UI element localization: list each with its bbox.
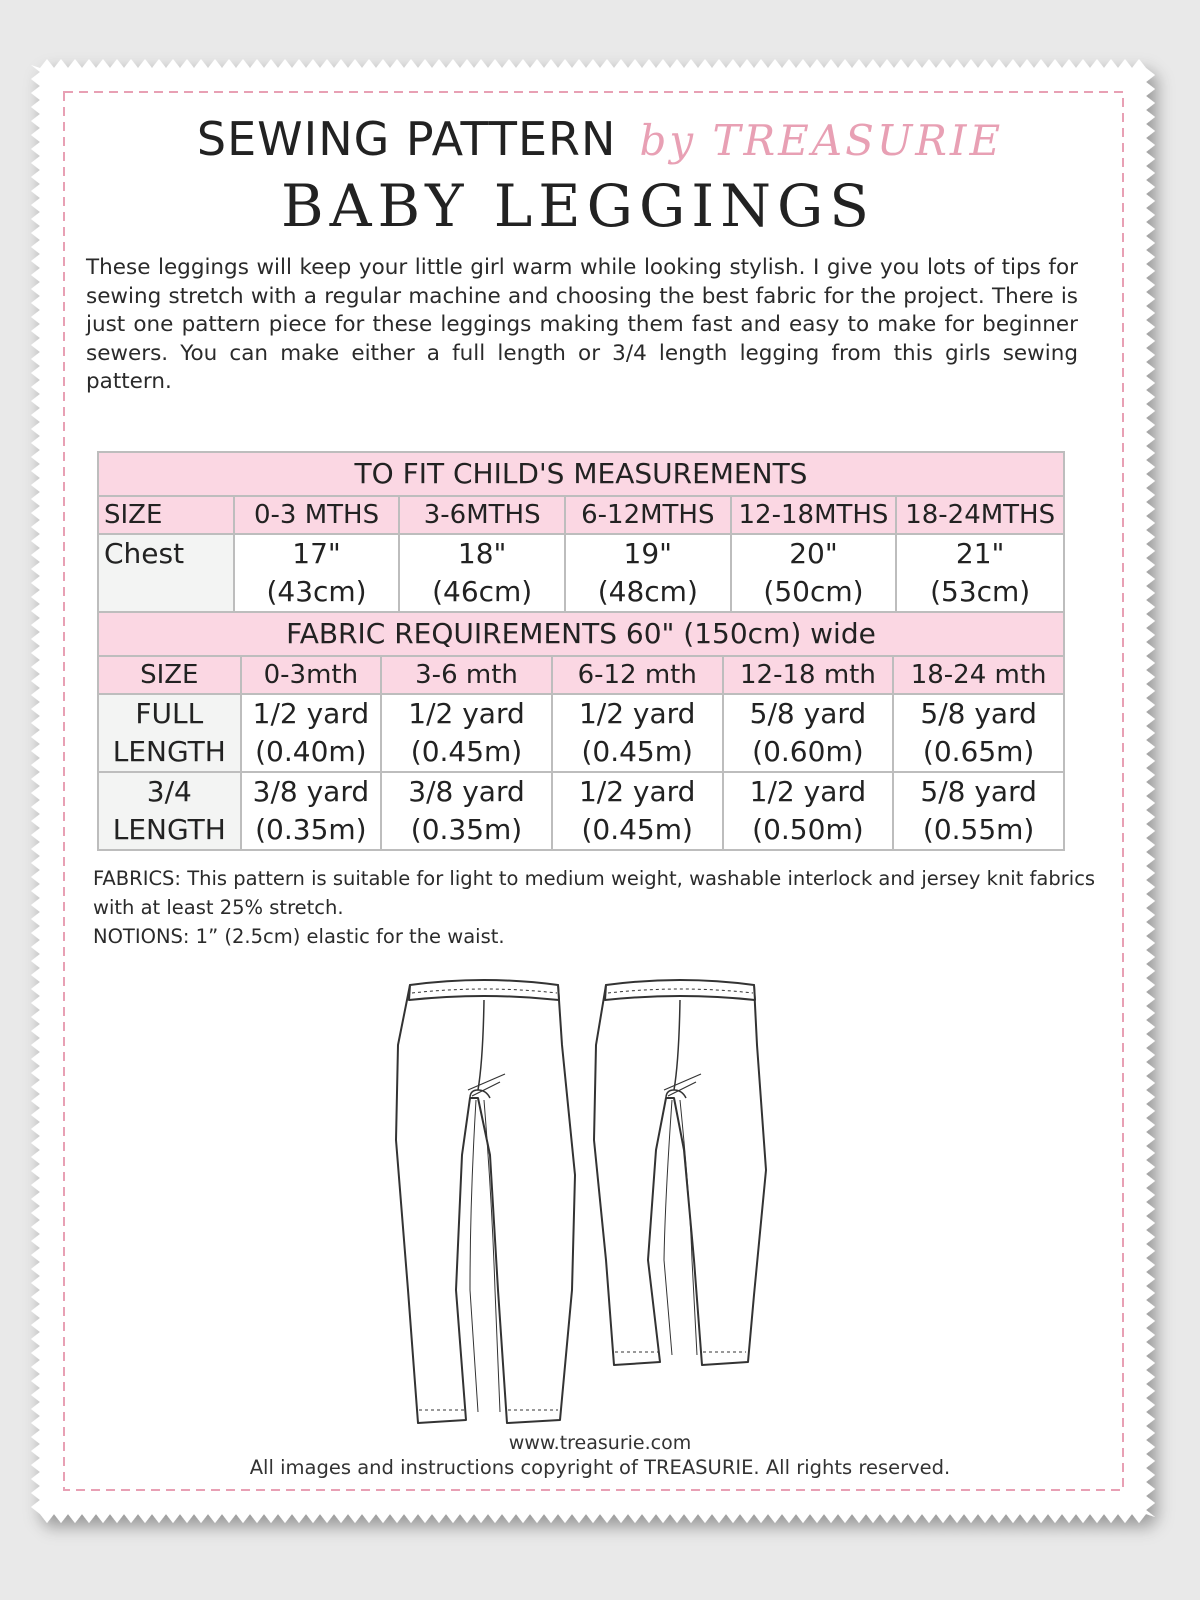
chest-in: 17" — [292, 537, 341, 570]
full-m: (0.45m) — [410, 735, 523, 768]
title-by-treasurie: by TREASURIE — [639, 116, 1004, 165]
footer-copyright: All images and instructions copyright of TREASURIE. All rights reserved. — [249, 1456, 951, 1479]
chest-cm: (50cm) — [763, 575, 864, 608]
three-q-m: (0.35m) — [255, 813, 367, 846]
chest-in: 18" — [457, 537, 507, 570]
subtitle-baby-leggings: BABY LEGGINGS — [280, 172, 876, 240]
chest-in: 20" — [789, 537, 838, 570]
three-q-m: (0.35m) — [410, 813, 523, 846]
notions-note: NOTIONS: 1” (2.5cm) elastic for the waist. — [93, 925, 505, 948]
chest-in: 19" — [623, 537, 673, 570]
chest-in: 21" — [955, 537, 1005, 570]
full-yard: 1/2 yard — [252, 697, 370, 730]
size-col-12-18: 12-18MTHS — [731, 496, 897, 534]
size-col-0-3: 0-3 MTHS — [234, 496, 400, 534]
footer-url: www.treasurie.com — [508, 1432, 692, 1454]
fabric-size-0-3: 0-3mth — [241, 656, 382, 694]
three-q-m: (0.50m) — [752, 813, 864, 846]
full-yard: 5/8 yard — [749, 697, 867, 730]
full-m: (0.60m) — [752, 735, 864, 768]
intro-paragraph: These leggings will keep your little girl warm while looking stylish. I give you lots of tips for sewing stretch with a regular machine and choosing the best fabric for the project. There is just one pattern piece for these leggings making them fast and easy to make for beginner sewers. You can make either a full length or 3/4 length legging from this girls sewing pattern. — [86, 255, 1078, 394]
three-q-label-line2: LENGTH — [112, 813, 226, 846]
title-sewing-pattern: SEWING PATTERN — [196, 112, 617, 166]
size-col-3-6: 3-6MTHS — [399, 496, 565, 534]
size-col-18-24: 18-24MTHS — [896, 496, 1064, 534]
three-q-yard: 3/8 yard — [408, 775, 525, 808]
three-q-m: (0.45m) — [581, 813, 693, 846]
fabric-size-12-18: 12-18 mth — [723, 656, 894, 694]
chest-cm: (48cm) — [597, 575, 698, 608]
full-yard: 1/2 yard — [408, 697, 525, 730]
three-q-yard: 1/2 yard — [578, 775, 696, 808]
full-yard: 1/2 yard — [578, 697, 696, 730]
three-q-m: (0.55m) — [922, 813, 1035, 846]
chest-cm: (43cm) — [266, 575, 367, 608]
fabric-title: FABRIC REQUIREMENTS 60" (150cm) wide — [98, 612, 1064, 656]
full-m: (0.40m) — [255, 735, 367, 768]
fabric-size-18-24: 18-24 mth — [893, 656, 1064, 694]
full-length-leggings-drawing — [396, 980, 575, 1423]
full-label-line2: LENGTH — [112, 735, 226, 768]
chest-cm: (53cm) — [930, 575, 1031, 608]
full-m: (0.45m) — [581, 735, 693, 768]
full-m: (0.65m) — [922, 735, 1035, 768]
chest-label: Chest — [98, 534, 234, 612]
full-yard: 5/8 yard — [920, 697, 1037, 730]
three-quarter-leggings-drawing — [594, 980, 766, 1365]
chest-cm: (46cm) — [432, 575, 533, 608]
size-header: SIZE — [98, 496, 234, 534]
fabrics-note: FABRICS: This pattern is suitable for light to medium weight, washable interlock and jersey knit fabrics with at least 25% stretch. — [93, 867, 1096, 919]
three-q-yard: 5/8 yard — [920, 775, 1037, 808]
size-col-6-12: 6-12MTHS — [565, 496, 731, 534]
fabric-size-6-12: 6-12 mth — [552, 656, 723, 694]
three-q-label-line1: 3/4 — [146, 775, 192, 808]
measurements-title: TO FIT CHILD'S MEASUREMENTS — [98, 452, 1064, 496]
full-label-line1: FULL — [135, 697, 204, 730]
fabric-size-header: SIZE — [98, 656, 241, 694]
fabric-size-3-6: 3-6 mth — [381, 656, 552, 694]
three-q-yard: 3/8 yard — [252, 775, 370, 808]
three-q-yard: 1/2 yard — [749, 775, 867, 808]
